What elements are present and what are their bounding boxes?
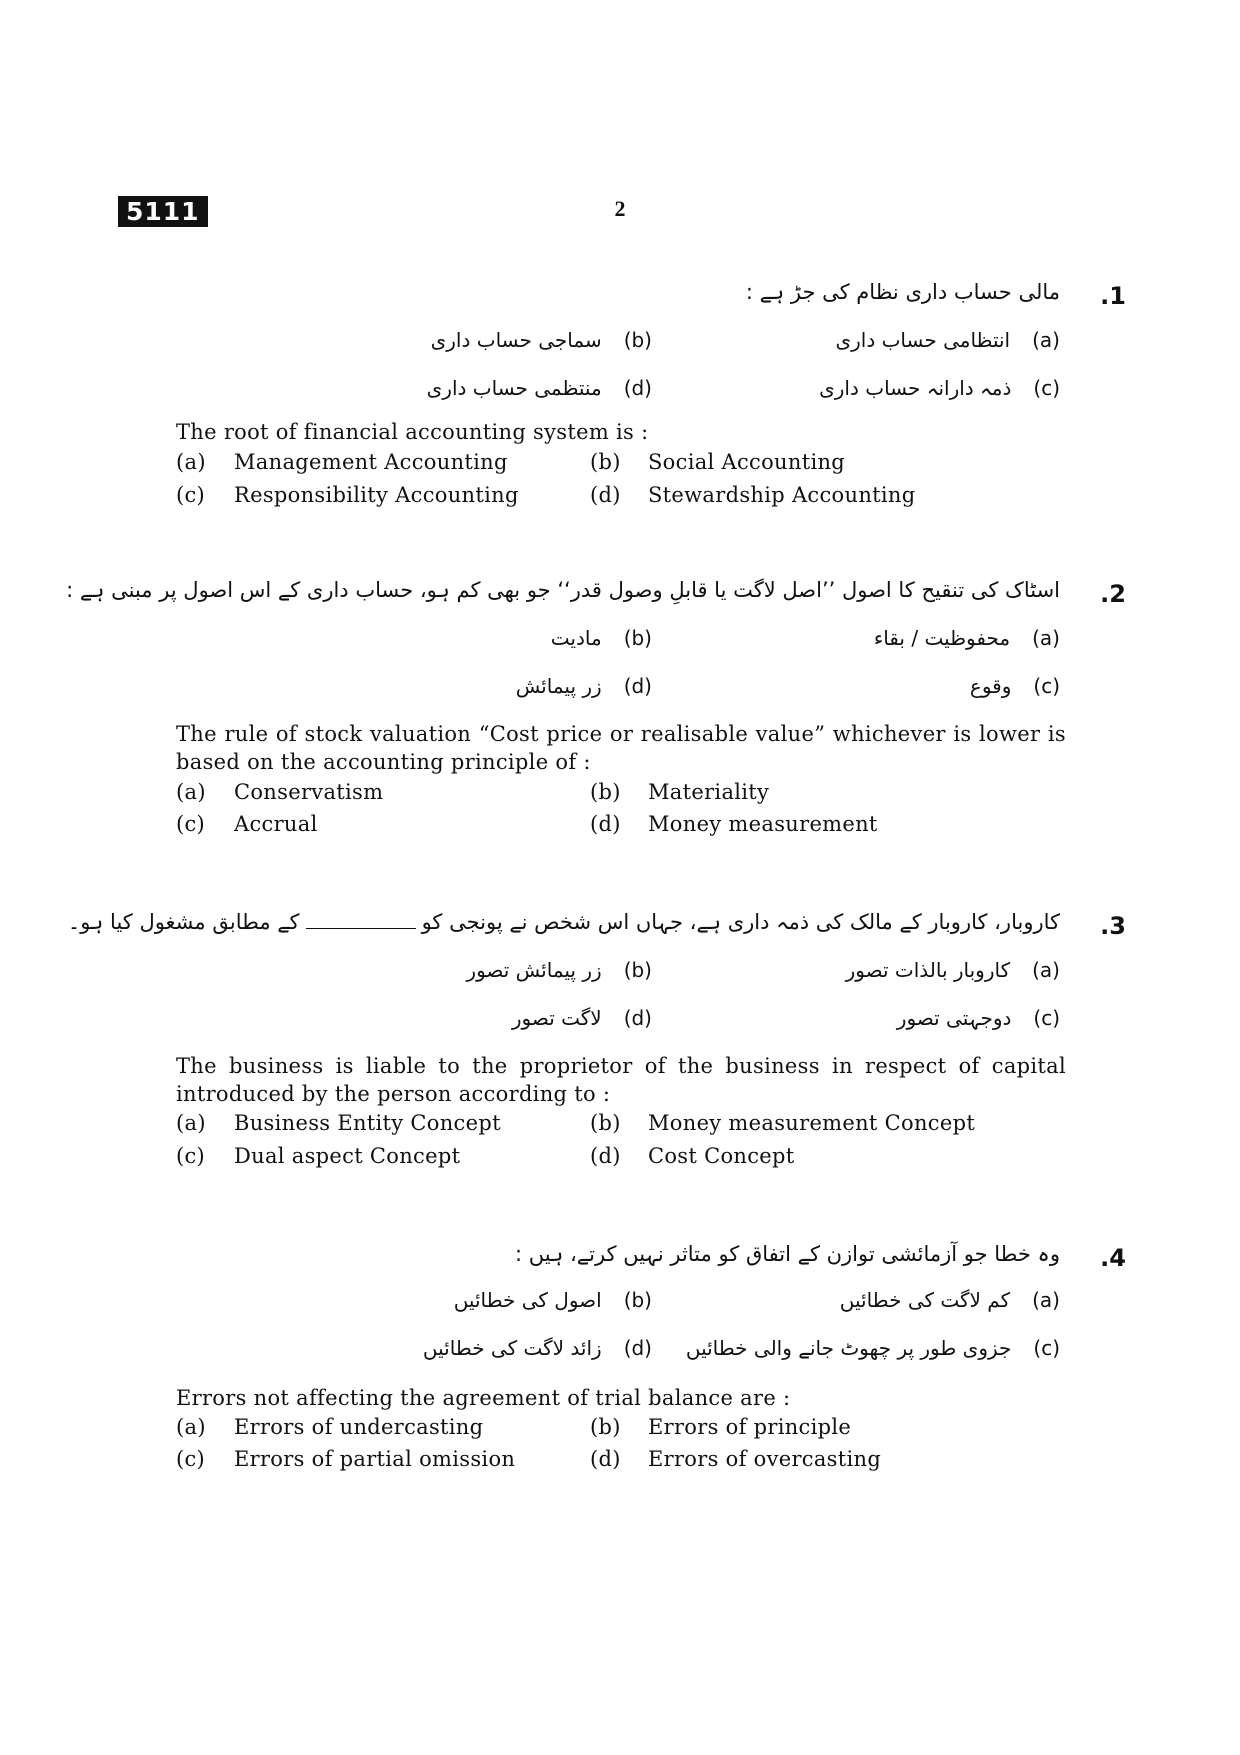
urdu-option-a: (a)محفوظیت / بقاء [873, 626, 1060, 650]
english-question-text: The business is liable to the proprietor of the business in respect of capital introduced by the person according to : [176, 1054, 1066, 1106]
option-a: (a) Errors of undercasting [176, 1415, 484, 1439]
page-number: 2 [614, 196, 626, 221]
urdu-question-text: وہ خطا جو آزمائشی توازن کے اتفاق کو متاثر نہیں کرتے، ہیں : [514, 1242, 1060, 1266]
english-question-text: Errors not affecting the agreement of trial balance are : [176, 1386, 791, 1410]
paper-code-badge: 5111 [118, 196, 208, 227]
question-number: .2 [1100, 580, 1126, 608]
option-c: (c) Errors of partial omission [176, 1447, 516, 1471]
option-d: (d) Stewardship Accounting [590, 483, 916, 507]
option-b: (b) Materiality [590, 780, 770, 804]
urdu-option-a: (a)کم لاگت کی خطائیں [839, 1288, 1060, 1312]
urdu-option-a: (a)انتظامی حساب داری [835, 328, 1060, 352]
urdu-question-text: مالی حساب داری نظام کی جڑ ہے : [745, 280, 1060, 304]
urdu-option-b: (b)سماجی حساب داری [430, 328, 652, 352]
option-c: (c) Dual aspect Concept [176, 1144, 461, 1168]
question-number: .1 [1100, 282, 1126, 310]
option-d: (d) Errors of overcasting [590, 1447, 882, 1471]
urdu-option-d: (d)منتظمی حساب داری [426, 376, 652, 400]
answer-blank [306, 928, 416, 929]
urdu-option-b: (b)زر پیمائش تصور [466, 958, 652, 982]
urdu-question-text: کاروبار، کاروبار کے مالک کی ذمہ داری ہے، جہاں اس شخص نے پونجی کوکے مطابق مشغول کیا ہو۔ [67, 910, 1060, 934]
urdu-option-a: (a)کاروبار بالذات تصور [845, 958, 1060, 982]
urdu-option-b: (b)اصول کی خطائیں [453, 1288, 652, 1312]
option-d: (d) Cost Concept [590, 1144, 795, 1168]
urdu-option-c: (c)ذمہ دارانہ حساب داری [819, 376, 1060, 400]
option-a: (a) Management Accounting [176, 450, 508, 474]
option-c: (c) Responsibility Accounting [176, 483, 519, 507]
option-a: (a) Conservatism [176, 780, 384, 804]
urdu-option-c: (c)جزوی طور پر چھوٹ جانے والی خطائیں [685, 1336, 1060, 1360]
option-a: (a) Business Entity Concept [176, 1111, 501, 1135]
english-question-text: The root of financial accounting system is : [176, 420, 649, 444]
urdu-option-c: (c)وقوع [969, 674, 1060, 698]
urdu-option-b: (b)مادیت [550, 626, 652, 650]
urdu-option-c: (c)دوجہتی تصور [896, 1006, 1060, 1030]
option-d: (d) Money measurement [590, 812, 878, 836]
option-b: (b) Money measurement Concept [590, 1111, 976, 1135]
urdu-question-text: اسٹاک کی تنقیح کا اصول ’’اصل لاگت یا قابلِ وصول قدر‘‘ جو بھی کم ہو، حساب داری کے اس اصول پر مبنی ہے : [66, 578, 1060, 602]
urdu-option-d: (d)لاگت تصور [511, 1006, 652, 1030]
option-b: (b) Social Accounting [590, 450, 846, 474]
urdu-option-d: (d)زر پیمائش [515, 674, 652, 698]
english-question-text: The rule of stock valuation “Cost price or realisable value” whichever is lower is based on the accounting principle of : [176, 722, 1066, 774]
option-b: (b) Errors of principle [590, 1415, 852, 1439]
question-number: .4 [1100, 1244, 1126, 1272]
option-c: (c) Accrual [176, 812, 318, 836]
question-number: .3 [1100, 912, 1126, 940]
urdu-option-d: (d)زائد لاگت کی خطائیں [422, 1336, 652, 1360]
